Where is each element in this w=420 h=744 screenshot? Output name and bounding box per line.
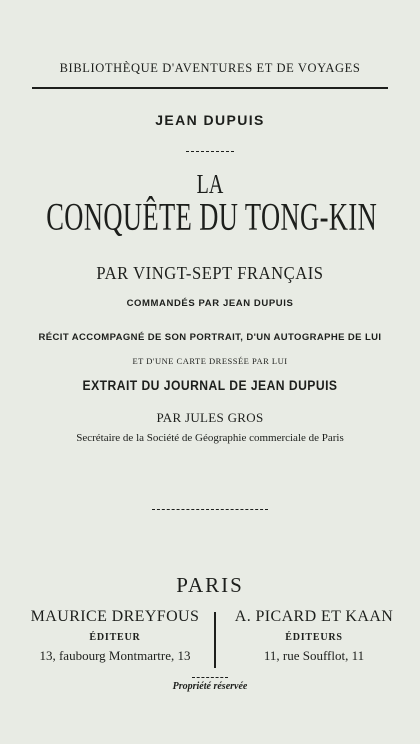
middle-separator — [152, 509, 268, 510]
map-line: ET D'UNE CARTE DRESSÉE PAR LUI — [132, 356, 288, 366]
secretary-line: Secrétaire de la Société de Géographie commerciale de Paris — [76, 432, 344, 444]
author-name: JEAN DUPUIS — [155, 112, 265, 128]
title-article: LA — [196, 169, 224, 200]
byline: PAR JULES GROS — [156, 410, 264, 425]
main-title: CONQUÊTE DU TONG-KIN — [46, 196, 378, 239]
rights-notice: Propriété réservée — [172, 681, 248, 692]
publisher-left — [22, 608, 208, 664]
header-rule — [32, 87, 388, 89]
publisher-left-role: ÉDITEUR — [89, 632, 141, 643]
imprint-city: PARIS — [176, 573, 244, 597]
publisher-right-name: A. PICARD ET KAAN — [234, 608, 394, 625]
publisher-divider — [214, 612, 216, 668]
publisher-right-address: 11, rue Soufflot, 11 — [263, 648, 365, 663]
subtitle: PAR VINGT-SEPT FRANÇAIS — [96, 263, 324, 283]
rights-separator — [192, 677, 228, 678]
publisher-left-name: MAURICE DREYFOUS — [30, 608, 200, 625]
publisher-left-address: 13, faubourg Montmartre, 13 — [39, 648, 191, 663]
author-separator — [186, 151, 234, 152]
series-title: BIBLIOTHÈQUE D'AVENTURES ET DE VOYAGES — [59, 61, 361, 75]
recit-line: RÉCIT ACCOMPAGNÉ DE SON PORTRAIT, D'UN AUTOGRAPHE DE LUI — [38, 332, 382, 343]
publisher-right — [222, 608, 406, 664]
publisher-right-role: ÉDITEURS — [285, 632, 343, 643]
journal-line: EXTRAIT DU JOURNAL DE JEAN DUPUIS — [82, 378, 338, 393]
commanded-line: COMMANDÉS PAR JEAN DUPUIS — [126, 298, 294, 309]
